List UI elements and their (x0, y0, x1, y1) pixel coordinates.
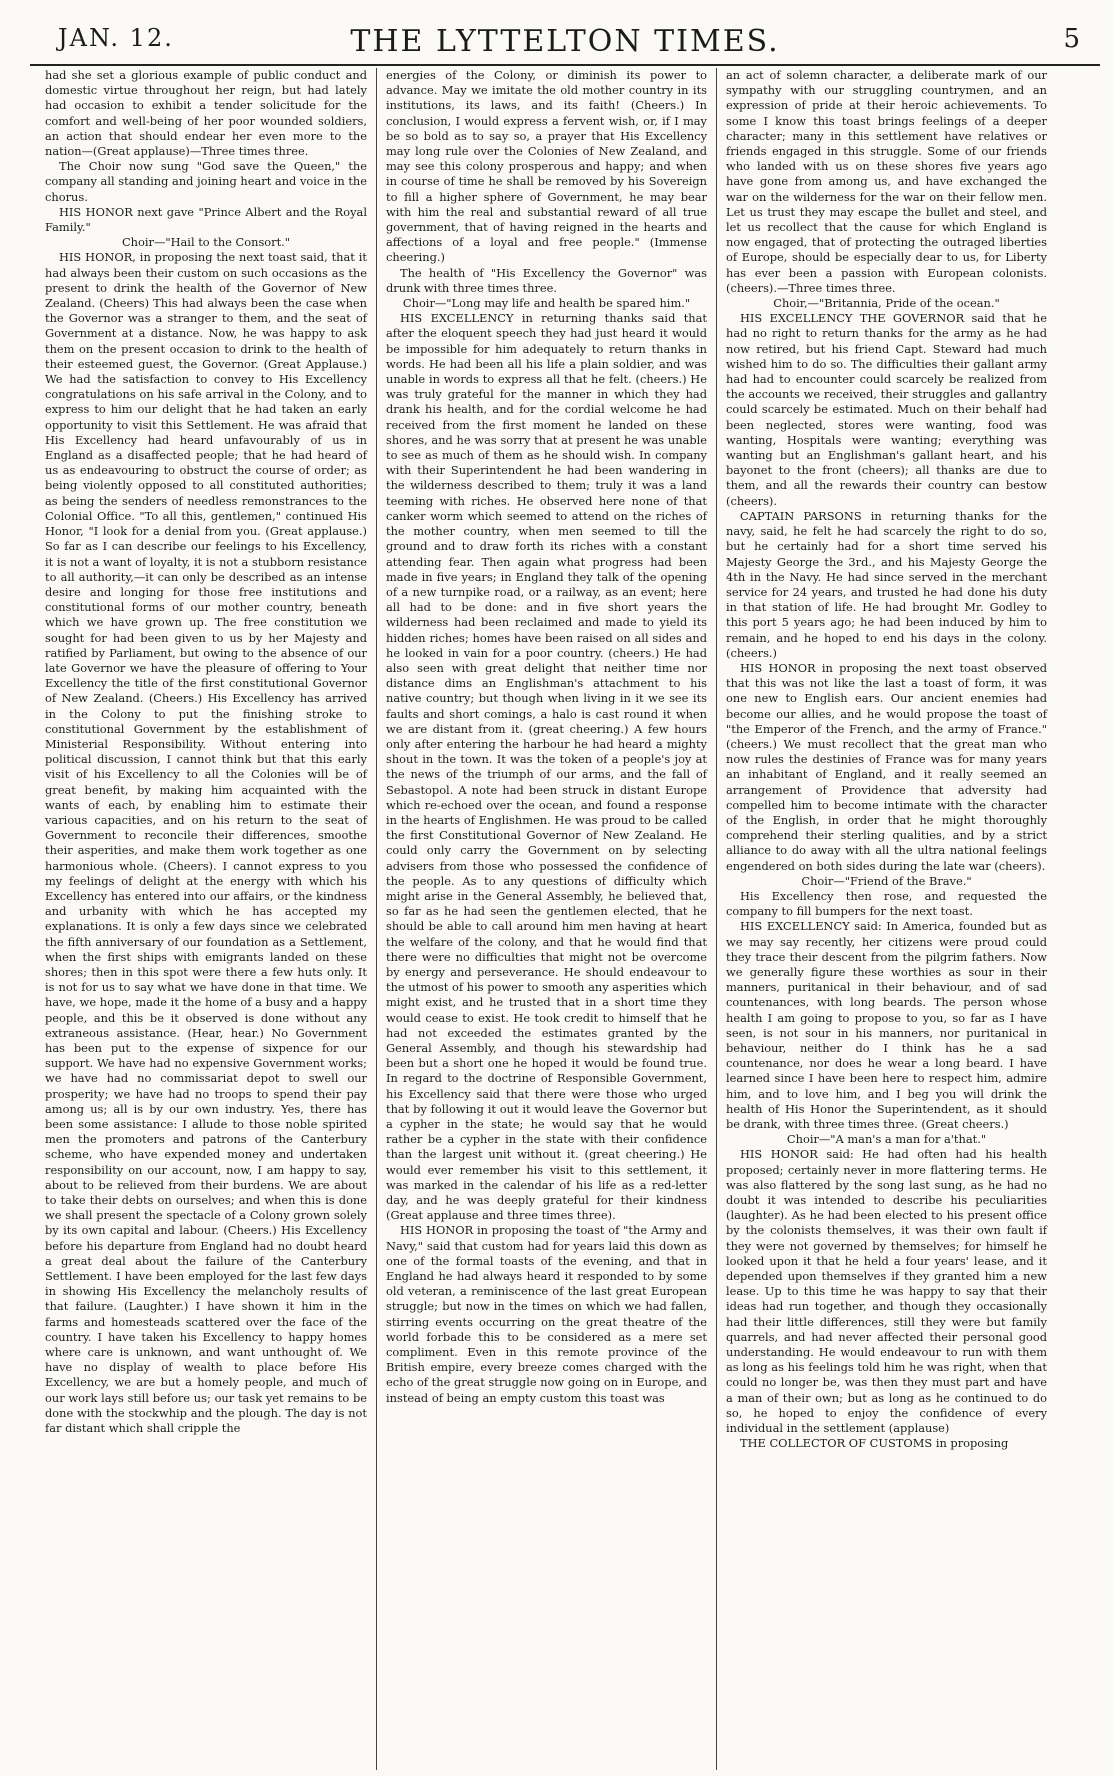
issue-date: JAN. 12. (58, 24, 174, 52)
column-3 (716, 68, 1056, 1770)
choir-line: Choir—"Long may life and health be spared him." (402, 296, 691, 311)
choir-line: Choir—"A man's a man for a'that." (786, 1132, 987, 1147)
paragraph: The health of "His Excellency the Governor" was drunk with three times three. (386, 265, 707, 295)
choir-line: Choir,—"Britannia, Pride of the ocean." (773, 296, 1000, 311)
paragraph: HIS EXCELLENCY THE GOVERNOR said that he had no right to return thanks for the army as he had now retired, but his friend Capt. Steward had much wished him to do so. The difficulties their gallant army had had to encounter could scarcely be realized from the accounts we received, their struggles and gallantry could scarcely be estimated. Much on their behalf had been neglected, stores were wanting, food was wanting, Hospitals were wanting; everything was wanting but an Englishman's gallant heart, and his bayonet to the front (cheers); all thanks are due to them, and all the rewards their country can bestow (cheers). (726, 311, 1047, 508)
paragraph: THE COLLECTOR OF CUSTOMS in proposing (740, 1436, 1009, 1451)
column-1 (36, 68, 376, 1770)
paragraph: energies of the Colony, or diminish its power to advance. May we imitate the old mother country in its institutions, its laws, and its faith! (Cheers.) In conclusion, I would express a fervent wish, or, if I may be so bold as to say so, a prayer that His Excellency may long rule over the Colonies of New Zealand, and may see this colony prosperous and happy; and when in course of time he shall be removed by his Sovereign to fill a higher sphere of Government, he may bear with him the real and substantial reward of all true government, that of having reigned in the hearts and affections of a loyal and free people." (Immense cheering.) (386, 68, 707, 265)
paragraph: HIS HONOR in proposing the toast of "the Army and Navy," said that custom had for years laid this down as one of the formal toasts of the evening, and that in England he had always heard it responded to by some old veteran, a reminiscence of the last great European struggle; but now in the times on which we had fallen, stirring events occurring on the great theatre of the world forbade this to be considered as a mere set compliment. Even in this remote province of the British empire, every breeze comes charged with the echo of the great struggle now going on in Europe, and instead of being an empty custom this toast was (386, 1223, 707, 1405)
paragraph: had she set a glorious example of public conduct and domestic virtue throughout her reign, but had lately had occasion to exhibit a tender solicitude for the comfort and well-being of her poor wounded soldiers, an action that should endear her even more to the nation—(Great applause)—Three times three. (45, 68, 367, 159)
paragraph: His Excellency then rose, and requested the company to fill bumpers for the next toast. (726, 888, 1047, 919)
paragraph: HIS EXCELLENCY in returning thanks said that after the eloquent speech they had just heard it would be impossible for him adequately to return thanks in words. He had been all his life a plain soldier, and was unable in words to express all that he felt. (cheers.) He was truly grateful for the manner in which they had drank his health, and for the cordial welcome he had received from the first moment he landed on these shores, and he was sorry that at present he was unable to see as much of them as he should wish. In company with their Superintendent he had been wandering in the wilderness described to them; truly it was a land teeming with riches. He observed here none of that canker worm which seemed to attend on the riches of the mother country, when men seemed to till the ground and to draw forth its riches with a constant attending fear. Then again what progress had been made in five years; in England they talk of the opening of a new turnpike road, or a railway, as an event; here all had to be done: and in five short years the wilderness had been reclaimed and made to yield its hidden riches; homes have been raised on all sides and he looked in vain for a poor country. (cheers.) He had also seen with great delight that neither time nor distance dims an Englishman's attachment to his native country; but though when living in it we see its faults and short comings, a halo is cast round it when we are distant from it. (great cheering.) A few hours only after entering the harbour he had heard a mighty shout in the town. It was the token of a people's joy at the news of the triumph of our arms, and the fall of Sebastopol. A note had been struck in distant Europe which re-echoed over the ocean, and found a response in the hearts of Englishmen. He was proud to be called the first Constitutional Governor of New Zealand. He could only carry the Government on by selecting advisers from those who possessed the confidence of the people. As to any questions of difficulty which might arise in the General Assembly, he believed that, so far as he had seen the gentlemen elected, that he should be able to call around him men having at heart the welfare of the colony, and that he would find that there were no difficulties that might not be overcome by energy and perseverance. He should endeavour to the utmost of his power to smooth any asperities which might exist, and he trusted that in a short time they would cease to exist. He took credit to himself that he had not exceeded the estimates granted by the General Assembly, and though his stewardship had been but a short one he hoped it would be found true. In regard to the doctrine of Responsible Government, his Excellency said that there were those who urged that by following it out it would leave the Governor but a cypher in the state; he would say that he would rather be a cypher in the state with their confidence than the largest unit without it. (great cheering.) He would ever remember his visit to this settlement, it was marked in the calendar of his life as a red-letter day, and he was deeply grateful for their kindness (Great applause and three times three). (386, 311, 707, 1223)
paragraph: HIS HONOR, in proposing the next toast said, that it had always been their custom on such occasions as the present to drink the health of the Governor of New Zealand. (Cheers) This had always been the case when the Governor was a stranger to them, and the seat of Government at a distance. Now, he was happy to ask them on the present occasion to drink to the health of their esteemed guest, the Governor. (Great Applause.) We had the satisfaction to convey to His Excellency congratulations on his safe arrival in the Colony, and to express to him our delight that he had taken an early opportunity to visit this Settlement. He was afraid that His Excellency had heard unfavourably of us in England as a disaffected people; that he had heard of us as endeavouring to obstruct the course of order; as being violently opposed to all constituted authorities; as being the senders of needless remonstrances to the Colonial Office. "To all this, gentlemen," continued His Honor, "I look for a denial from you. (Great applause.) So far as I can describe our feelings to his Excellency, it is not a want of loyalty, it is not a stubborn resistance to all authority,—it can only be described as an intense desire and longing for those free institutions and constitutional forms of our mother country, beneath which we have grown up. The free constitution we sought for had been given to us by her Majesty and ratified by Parliament, but owing to the absence of our late Governor we have the pleasure of offering to Your Excellency the title of the first constitutional Governor of New Zealand. (Cheers.) His Excellency has arrived in the Colony to put the finishing stroke to constitutional Government by the establishment of Ministerial Responsibility. Without entering into political discussion, I cannot think but that this early visit of his Excellency to all the Colonies will be of great benefit, by making him acquainted with the wants of each, by enabling him to estimate their various capacities, and on his return to the seat of Government to reconcile their differences, smoothe their asperities, and make them work together as one harmonious whole. (Cheers). I cannot express to you my feelings of delight at the energy with which his Excellency has entered into our affairs, or the kindness and urbanity with which he has accepted my explanations. It is only a few days since we celebrated the fifth anniversary of our foundation as a Settlement, when the first ships with emigrants landed on these shores; then in this spot were there a few huts only. It is not for us to say what we have done in that time. We have, we hope, made it the home of a busy and a happy people, and this be it observed is done without any extraneous assistance. (Hear, hear.) No Government has been put to the expense of sixpence for our support. We have had no expensive Government works; we have had no commissariat depot to swell our prosperity; we have had no troops to spend their pay among us; all is by our own industry. Yes, there has been some assistance: I allude to those noble spirited men the promoters and patrons of the Canterbury scheme, who have expended money and undertaken responsibility on our account, now, I am happy to say, about to be relieved from their burdens. We are about to take their debts on ourselves; and when this is done we shall present the spectacle of a Colony grown solely by its own capital and labour. (Cheers.) His Excellency before his departure from England had no doubt heard a great deal about the failure of the Canterbury Settlement. I have been employed for the last few days in showing His Excellency the melancholy results of that failure. (Laughter.) I have shown it him in the farms and homesteads scattered over the face of the country. I have taken his Excellency to happy homes where care is unknown, and want unthought of. We have no display of wealth to place before His Excellency, we are but a homely people, and much of our work lays still before us; our task yet remains to be done with the stockwhip and the plough. The day is not far distant which shall cripple the (45, 250, 367, 1436)
paragraph: HIS HONOR in proposing the next toast observed that this was not like the last a toast of form, it was one new to English ears. Our ancient enemies had become our allies, and he would propose the toast of "the Emperor of the French, and the army of France." (cheers.) We must recollect that the great man who now rules the destinies of France was for many years an inhabitant of England, and it really seemed an arrangement of Providence that adversity had compelled him to become intimate with the character of the English, in order that he might thoroughly comprehend their sterling qualities, and by a strict alliance to do away with all the ultra national feelings engendered on both sides during the late war (cheers). (726, 660, 1047, 873)
masthead (30, 20, 1100, 66)
article-columns (36, 68, 1098, 1770)
paragraph: HIS HONOR said: He had often had his health proposed; certainly never in more flattering terms. He was also flattered by the song last sung, as he had no doubt it was intended to describe his peculiarities (laughter). As he had been elected to his present office by the colonists themselves, it was their own fault if they were not governed by themselves; for himself he looked upon it that he held a four years' lease, and it depended upon themselves if they granted him a new lease. Up to this time he was happy to say that their ideas had run together, and though they occasionally had their little differences, still they were but family quarrels, and had never affected their personal good understanding. He would endeavour to run with them as long as his feelings told him he was right, when that could no longer be, was then they must part and have a man of their own; but as long as he continued to do so, he hoped to enjoy the confidence of every individual in the settlement (applause) (726, 1147, 1047, 1436)
paragraph: HIS EXCELLENCY said: In America, founded but as we may say recently, her citizens were proud could they trace their descent from the pilgrim fathers. Now we generally figure these worthies as sour in their manners, puritanical in their behaviour, and of sad countenances, with long beards. The person whose health I am going to propose to you, so far as I have seen, is not sour in his manners, nor puritanical in behaviour, neither do I think has he a sad countenance, nor does he wear a long beard. I have learned since I have been here to respect him, admire him, and to love him, and I beg you will drink the health of His Honor the Superintendent, as it should be drank, with three times three. (Great cheers.) (726, 919, 1047, 1132)
page-number: 5 (1063, 24, 1080, 54)
column-2 (376, 68, 716, 1770)
paragraph: The Choir now sung "God save the Queen," the company all standing and joining heart and voice in the chorus. (45, 159, 367, 204)
paragraph: CAPTAIN PARSONS in returning thanks for the navy, said, he felt he had scarcely the right to do so, but he certainly had for a short time served his Majesty George the 3rd., and his Majesty George the 4th in the Navy. He had since served in the merchant service for 24 years, and trusted he had done his duty in that station of life. He had brought Mr. Godley to this port 5 years ago; he had been induced by him to remain, and he hoped to end his days in the colony. (cheers.) (726, 508, 1047, 660)
paragraph: an act of solemn character, a deliberate mark of our sympathy with our struggling countrymen, and an expression of pride at their heroic achievements. To some I know this toast brings feelings of a deeper character; many in this settlement have relatives or friends engaged in this struggle. Some of our friends who landed with us on these shores five years ago have gone from among us, and have exchanged the war on the wilderness for the war on their fellow men. Let us trust they may escape the bullet and steel, and let us recollect that the cause for which England is now engaged, that of protecting the outraged liberties of Europe, should be especially dear to us, for Liberty has ever been a passion with European colonists. (cheers).—Three times three. (726, 68, 1047, 295)
choir-line: Choir—"Hail to the Consort." (121, 235, 291, 250)
newspaper-title: THE LYTTELTON TIMES. (350, 24, 780, 59)
paragraph: HIS HONOR next gave "Prince Albert and the Royal Family." (45, 204, 367, 235)
choir-line: Choir—"Friend of the Brave." (801, 873, 972, 888)
